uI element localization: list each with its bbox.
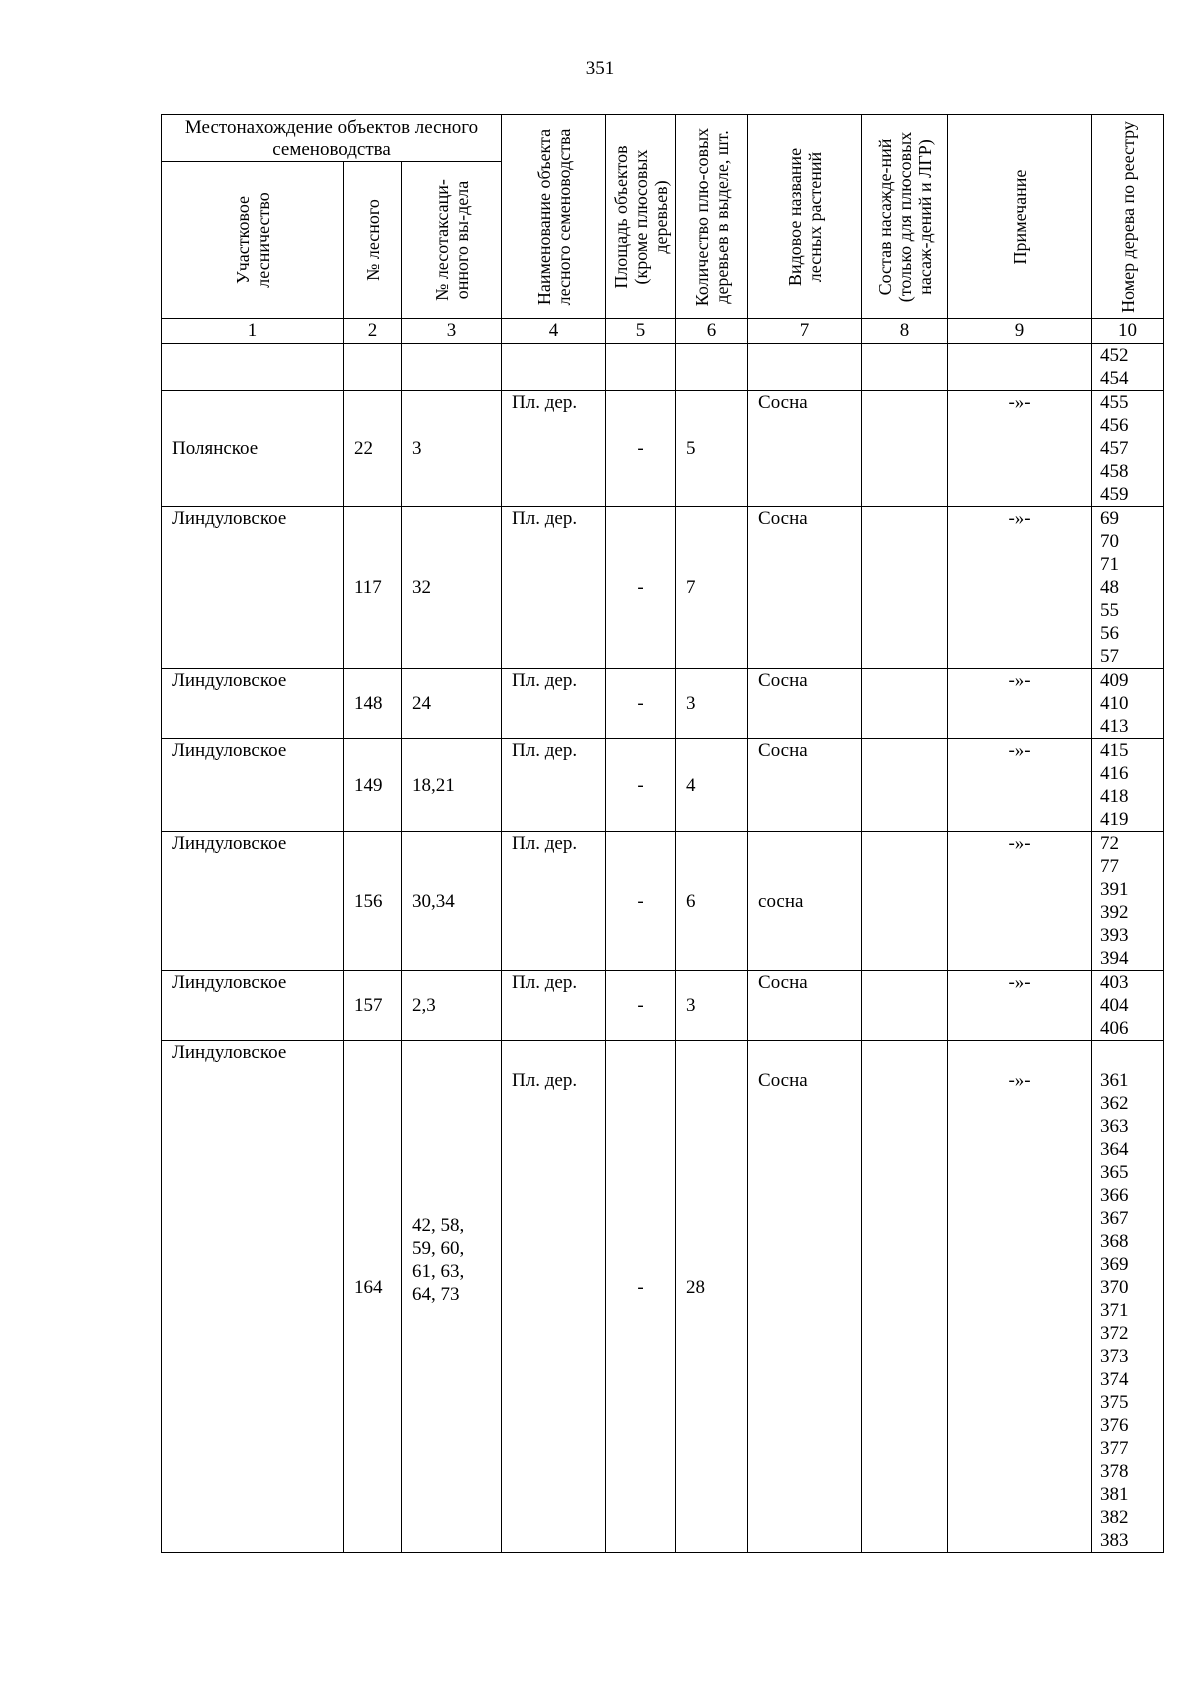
species-cell xyxy=(748,669,862,739)
kvartal-cell-text: 156 xyxy=(354,890,383,912)
forestry-cell xyxy=(162,832,344,971)
registry-cell xyxy=(1092,669,1164,739)
kvartal-cell-text: 117 xyxy=(354,577,382,598)
kvartal-cell xyxy=(344,739,402,832)
composition-cell xyxy=(862,971,948,1041)
species-cell-text: Сосна xyxy=(758,972,808,993)
count-cell-text: 6 xyxy=(686,890,696,912)
note-cell-text: -»- xyxy=(1008,833,1031,854)
object-name-cell xyxy=(502,391,606,507)
kvartal-cell xyxy=(344,832,402,971)
registry-cell-text: 403 404 406 xyxy=(1100,972,1129,1039)
forestry-cell-text: Линдуловское xyxy=(172,972,287,993)
col-number: 2 xyxy=(344,319,402,344)
col-number: 6 xyxy=(676,319,748,344)
note-cell xyxy=(948,391,1092,507)
vydel-cell xyxy=(402,507,502,669)
composition-cell xyxy=(862,832,948,971)
area-cell-text: - xyxy=(637,1277,644,1298)
area-cell xyxy=(606,739,676,832)
area-cell-text: - xyxy=(637,577,644,598)
table-row xyxy=(162,739,1164,832)
registry-cell-text: 409 410 413 xyxy=(1100,670,1129,737)
area-cell xyxy=(606,507,676,669)
composition-cell xyxy=(862,391,948,507)
species-cell xyxy=(748,832,862,971)
registry-cell xyxy=(1092,971,1164,1041)
header-area xyxy=(606,115,676,319)
count-cell xyxy=(676,669,748,739)
area-cell xyxy=(606,1041,676,1553)
area-cell-text: - xyxy=(637,693,644,714)
species-cell xyxy=(748,1041,862,1553)
count-cell xyxy=(676,391,748,507)
kvartal-cell-text: 22 xyxy=(354,438,373,459)
count-cell-text: 28 xyxy=(686,1277,706,1298)
vydel-cell xyxy=(402,971,502,1041)
note-cell-text: -»- xyxy=(1008,1070,1031,1091)
header-species-label: Видовое название лесных растений xyxy=(784,147,825,286)
vydel-cell-text: 3 xyxy=(412,438,422,459)
area-cell-text: - xyxy=(637,774,644,796)
vydel-cell xyxy=(402,832,502,971)
object-name-cell-text: Пл. дер. xyxy=(512,833,578,854)
vydel-cell-text: 18,21 xyxy=(412,774,455,796)
kvartal-cell-text: 148 xyxy=(354,693,383,714)
object-name-cell-text: Пл. дер. xyxy=(512,392,578,413)
composition-cell xyxy=(862,739,948,832)
forestry-cell xyxy=(162,507,344,669)
object-name-cell xyxy=(502,971,606,1041)
vydel-cell xyxy=(402,391,502,507)
registry-cell xyxy=(1092,344,1164,391)
kvartal-cell xyxy=(344,971,402,1041)
header-composition xyxy=(862,115,948,319)
table-row xyxy=(162,669,1164,739)
header-count-label: Количество плю-совых деревьев в выделе, шт. xyxy=(691,127,732,306)
object-name-cell-text: Пл. дер. xyxy=(512,1070,578,1091)
count-cell-text: 3 xyxy=(686,693,696,714)
object-name-cell-text: Пл. дер. xyxy=(512,670,578,691)
header-object-name xyxy=(502,115,606,319)
registry-cell-text: 415 416 418 419 xyxy=(1100,740,1129,830)
area-cell xyxy=(606,832,676,971)
area-cell-text: - xyxy=(637,995,644,1016)
object-name-cell xyxy=(502,739,606,832)
col-number: 5 xyxy=(606,319,676,344)
col-number: 8 xyxy=(862,319,948,344)
note-cell xyxy=(948,344,1092,391)
forestry-cell-text: Линдуловское xyxy=(172,740,287,761)
note-cell-text: -»- xyxy=(1008,392,1031,413)
registry-cell-text: 452 454 xyxy=(1100,345,1129,389)
table-row xyxy=(162,1041,1164,1553)
vydel-cell-text: 30,34 xyxy=(412,890,455,912)
species-cell-text: Сосна xyxy=(758,740,808,761)
table-row xyxy=(162,832,1164,971)
table-row xyxy=(162,344,1164,391)
registry-cell xyxy=(1092,391,1164,507)
forestry-cell xyxy=(162,391,344,507)
kvartal-cell xyxy=(344,344,402,391)
area-cell xyxy=(606,669,676,739)
note-cell xyxy=(948,1041,1092,1553)
species-cell xyxy=(748,391,862,507)
forestry-cell-text: Полянское xyxy=(172,438,259,459)
forestry-cell-text: Линдуловское xyxy=(172,670,287,691)
vydel-cell xyxy=(402,739,502,832)
col-number: 10 xyxy=(1092,319,1164,344)
column-numbers-row xyxy=(162,319,1164,344)
header-note-label: Примечание xyxy=(1009,169,1030,264)
area-cell xyxy=(606,971,676,1041)
forestry-cell-text: Линдуловское xyxy=(172,508,287,529)
composition-cell xyxy=(862,669,948,739)
location-group-header xyxy=(162,115,502,162)
header-note xyxy=(948,115,1092,319)
location-group-label: Местонахождение объектов лесного семеноводства xyxy=(184,117,479,160)
header-kvartal-label: № лесного xyxy=(362,199,383,281)
header-kvartal xyxy=(344,162,402,319)
area-cell xyxy=(606,391,676,507)
note-cell-text: -»- xyxy=(1008,740,1031,761)
col-number: 9 xyxy=(948,319,1092,344)
object-name-cell xyxy=(502,344,606,391)
object-name-cell xyxy=(502,1041,606,1553)
count-cell-text: 4 xyxy=(686,774,696,796)
registry-cell xyxy=(1092,832,1164,971)
header-species xyxy=(748,115,862,319)
header-object-name-label: Наименование объекта лесного семеноводства xyxy=(533,128,574,305)
note-cell xyxy=(948,507,1092,669)
forestry-cell xyxy=(162,1041,344,1553)
vydel-cell xyxy=(402,669,502,739)
forestry-cell xyxy=(162,344,344,391)
area-cell-text: - xyxy=(637,890,644,912)
note-cell-text: -»- xyxy=(1008,508,1031,529)
forestry-cell xyxy=(162,669,344,739)
object-name-cell-text: Пл. дер. xyxy=(512,972,578,993)
note-cell-text: -»- xyxy=(1008,670,1031,691)
header-area-label: Площадь объектов (кроме плюсовых деревьев) xyxy=(610,144,671,289)
species-cell xyxy=(748,344,862,391)
seed-objects-table xyxy=(161,114,1164,1553)
kvartal-cell xyxy=(344,1041,402,1553)
note-cell xyxy=(948,832,1092,971)
forestry-cell xyxy=(162,739,344,832)
species-cell-text: Сосна xyxy=(758,392,808,413)
col-number: 4 xyxy=(502,319,606,344)
registry-cell xyxy=(1092,739,1164,832)
note-cell xyxy=(948,739,1092,832)
object-name-cell-text: Пл. дер. xyxy=(512,508,578,529)
vydel-cell xyxy=(402,1041,502,1553)
header-vydel-label: № лесотаксаци-онного вы-дела xyxy=(431,179,472,301)
header-composition-label: Состав насажде-ний (только для плюсовых насаж-дений и ЛГР) xyxy=(874,131,935,302)
table-body xyxy=(162,344,1164,1553)
composition-cell xyxy=(862,507,948,669)
col-number: 3 xyxy=(402,319,502,344)
kvartal-cell xyxy=(344,507,402,669)
object-name-cell xyxy=(502,832,606,971)
area-cell-text: - xyxy=(637,438,644,459)
species-cell xyxy=(748,971,862,1041)
count-cell-text: 7 xyxy=(686,577,696,598)
species-cell-text: Сосна xyxy=(758,508,808,529)
registry-cell-text: 361 362 363 364 365 366 367 368 369 370 371 372 373 374 375 376 377 378 381 382 383 xyxy=(1100,1070,1129,1551)
count-cell xyxy=(676,1041,748,1553)
count-cell xyxy=(676,739,748,832)
header-registry-label: Номер дерева по реестру xyxy=(1117,120,1138,313)
vydel-cell xyxy=(402,344,502,391)
species-cell-text: Сосна xyxy=(758,1070,808,1091)
vydel-cell-text: 42, 58, 59, 60, 61, 63, 64, 73 xyxy=(412,1214,465,1305)
header-forestry xyxy=(162,162,344,319)
count-cell xyxy=(676,344,748,391)
note-cell-text: -»- xyxy=(1008,972,1031,993)
composition-cell xyxy=(862,344,948,391)
object-name-cell-text: Пл. дер. xyxy=(512,740,578,761)
col-number: 7 xyxy=(748,319,862,344)
count-cell xyxy=(676,507,748,669)
object-name-cell xyxy=(502,669,606,739)
registry-cell-text: 455 456 457 458 459 xyxy=(1100,392,1129,505)
kvartal-cell-text: 149 xyxy=(354,774,383,796)
count-cell xyxy=(676,832,748,971)
header-registry xyxy=(1092,115,1164,319)
composition-cell xyxy=(862,1041,948,1553)
object-name-cell xyxy=(502,507,606,669)
header-row-group xyxy=(162,115,1164,162)
count-cell-text: 3 xyxy=(686,995,696,1016)
count-cell-text: 5 xyxy=(686,438,696,459)
col-number: 1 xyxy=(162,319,344,344)
forestry-cell-text: Линдуловское xyxy=(172,833,287,854)
registry-cell-text: 72 77 391 392 393 394 xyxy=(1100,833,1129,969)
table-row xyxy=(162,971,1164,1041)
kvartal-cell-text: 164 xyxy=(354,1277,383,1298)
registry-cell-text: 69 70 71 48 55 56 57 xyxy=(1100,508,1120,667)
vydel-cell-text: 32 xyxy=(412,577,431,598)
species-cell-text: Сосна xyxy=(758,670,808,691)
species-cell-text: сосна xyxy=(758,890,804,912)
vydel-cell-text: 2,3 xyxy=(412,995,436,1016)
kvartal-cell xyxy=(344,391,402,507)
species-cell xyxy=(748,739,862,832)
registry-cell xyxy=(1092,1041,1164,1553)
header-count xyxy=(676,115,748,319)
kvartal-cell-text: 157 xyxy=(354,995,383,1016)
table-row xyxy=(162,391,1164,507)
page-number: 351 xyxy=(585,58,615,79)
note-cell xyxy=(948,971,1092,1041)
forestry-cell xyxy=(162,971,344,1041)
note-cell xyxy=(948,669,1092,739)
forestry-cell-text: Линдуловское xyxy=(172,1042,287,1063)
registry-cell xyxy=(1092,507,1164,669)
kvartal-cell xyxy=(344,669,402,739)
count-cell xyxy=(676,971,748,1041)
header-vydel xyxy=(402,162,502,319)
species-cell xyxy=(748,507,862,669)
vydel-cell-text: 24 xyxy=(412,693,431,714)
table-row xyxy=(162,507,1164,669)
header-forestry-label: Участковое лесничество xyxy=(232,192,273,288)
area-cell xyxy=(606,344,676,391)
